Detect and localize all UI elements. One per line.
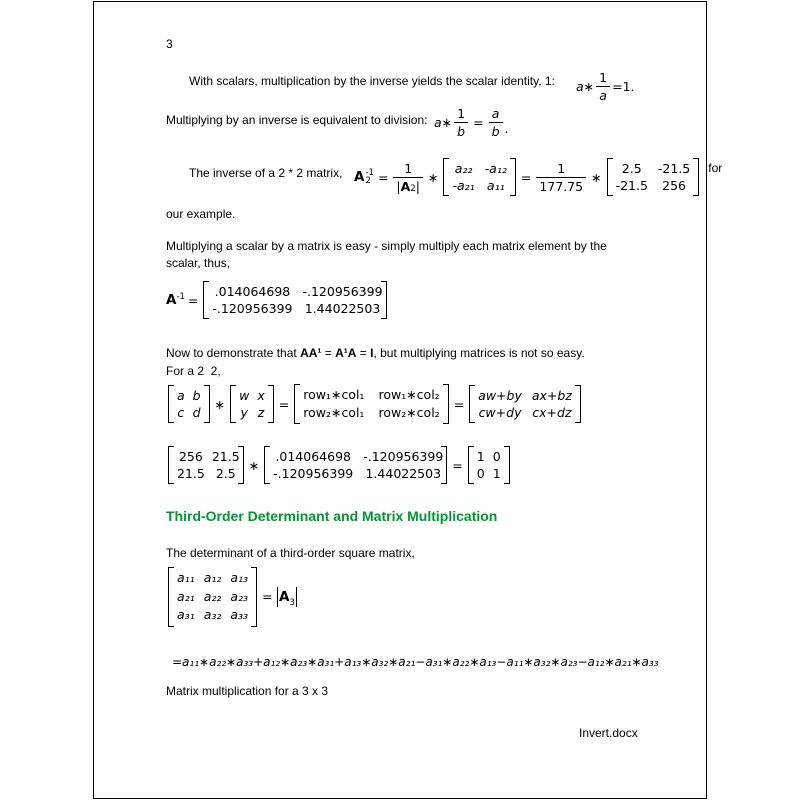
matrix-cell: 1.44022503 xyxy=(365,466,442,481)
paragraph-for-a-2x2: For a 2 2, xyxy=(166,364,221,378)
formula-symbolic-multiplication xyxy=(166,384,583,424)
equals-sign: = xyxy=(452,457,463,473)
fraction-denominator xyxy=(393,177,423,194)
right-bracket xyxy=(204,385,210,423)
matrix-a-inverse-values xyxy=(203,281,386,319)
matrix-cell: row₂∗col₁ xyxy=(303,405,365,420)
fraction-numerator: 1 xyxy=(599,70,608,85)
right-bracket xyxy=(251,567,257,627)
matrix-cell: a₁₁ xyxy=(177,570,195,585)
equals-sign: = xyxy=(262,589,273,605)
matrix-cell: -a₂₁ xyxy=(452,178,475,193)
matrix-cell: x xyxy=(257,388,265,403)
matrix-row-col-products xyxy=(294,384,448,424)
matrix-symbol-A: A xyxy=(279,588,290,605)
bar: | xyxy=(396,178,401,194)
matrix-cell: a₂₁ xyxy=(177,588,195,604)
matrix-cell: 2.5 xyxy=(215,466,236,481)
determinant-bar xyxy=(296,587,298,607)
matrix-cell: cx+dz xyxy=(532,405,572,420)
paragraph-demonstrate xyxy=(166,345,585,362)
paragraph-our-example: our example. xyxy=(166,207,236,221)
paragraph-scalars-text: With scalars, multiplication by the inverse yields the scalar identity, 1: xyxy=(189,74,555,88)
formula-determinant-expansion: =a₁₁∗a₂₂∗a₃₃+a₁₂∗a₂₃∗a₃₁+a₁₃∗a₃₂∗a₂₁−a₃₁∗a₂₂∗a₁₃−a₁₁∗a₃₂∗a₂₃−a₁₂∗a₂₁∗a₃₃ xyxy=(172,655,659,669)
matrix-cell: -21.5 xyxy=(615,178,648,193)
matrix-cell: 2.5 xyxy=(621,161,642,176)
right-bracket xyxy=(693,158,699,196)
matrix-cell: cw+dy xyxy=(478,405,522,420)
matrix-cell: 256 xyxy=(662,178,687,193)
matrix-symbol-A: A xyxy=(400,178,411,194)
formula-term: a∗ xyxy=(576,79,595,94)
matrix-abcd xyxy=(168,385,210,423)
paragraph-matrix-multiplication-3x3: Matrix multiplication for a 3 x 3 xyxy=(166,684,329,698)
formula-term: a∗ xyxy=(434,115,453,130)
matrix-wxyz xyxy=(230,385,274,423)
fraction-numerator: 1 xyxy=(457,106,466,121)
paragraph-scalar-multiply: Multiplying a scalar by a matrix is easy - simply multiply each matrix element by the scalar, thus, xyxy=(166,239,607,270)
paragraph-scalars xyxy=(166,73,555,90)
text-run: = xyxy=(356,346,371,360)
fraction xyxy=(454,106,468,139)
fraction xyxy=(489,106,503,139)
fraction-denominator: b xyxy=(489,122,503,139)
matrix-symbol-A: A xyxy=(354,169,365,185)
matrix-adjugate xyxy=(443,158,515,196)
equals-sign: = xyxy=(187,292,199,308)
multiply-operator: ∗ xyxy=(591,169,602,185)
matrix-cell: 21.5 xyxy=(177,466,205,481)
matrix-cell: a xyxy=(177,388,185,403)
matrix-cell: c xyxy=(177,405,185,420)
right-bracket xyxy=(510,158,516,196)
matrix-cell: row₁∗col₂ xyxy=(378,387,440,402)
fraction-denominator: b xyxy=(454,122,468,139)
matrix-cell: a₃₁ xyxy=(177,607,195,622)
matrix-cell: z xyxy=(257,405,265,420)
matrix-inverse-values xyxy=(607,158,700,196)
right-bracket xyxy=(268,385,274,423)
matrix-cell: a₂₂ xyxy=(454,161,473,176)
text-run-bold: I xyxy=(370,346,374,360)
matrix-cell: w xyxy=(239,388,250,403)
formula-inverse-2x2 xyxy=(354,158,722,196)
matrix-cell: a₁₂ xyxy=(203,570,222,585)
matrix-cell: a₃₂ xyxy=(203,607,222,622)
subscript: 2 xyxy=(410,184,416,194)
formula-third-order-determinant xyxy=(166,567,298,627)
multiply-operator: ∗ xyxy=(214,396,226,412)
fraction-numerator: 1 xyxy=(404,160,413,176)
matrix-symbolic-result xyxy=(469,385,581,423)
matrix-cell: 0 xyxy=(492,449,501,464)
section-heading: Third-Order Determinant and Matrix Multiplication xyxy=(166,508,498,524)
formula-scalar-identity xyxy=(576,70,635,103)
right-bracket xyxy=(238,446,244,484)
fraction-denominator: a xyxy=(596,86,610,103)
subscript: 2 xyxy=(365,176,371,186)
matrix-cell: a₂₃ xyxy=(230,588,249,604)
bar: | xyxy=(415,178,420,194)
text-run: , but multiplying matrices is not so easy. xyxy=(373,346,585,360)
formula-numeric-multiplication xyxy=(166,446,512,484)
matrix-cell: 256 xyxy=(178,449,203,464)
text-run: Now to demonstrate that xyxy=(166,346,301,360)
right-bracket xyxy=(575,385,581,423)
right-bracket xyxy=(504,446,510,484)
text-run: = xyxy=(321,346,336,360)
formula-division xyxy=(434,106,509,139)
paragraph-division: Multiplying by an inverse is equivalent to division: xyxy=(166,113,428,127)
matrix-cell: 1 xyxy=(476,449,485,464)
footer-filename: Invert.docx xyxy=(579,726,638,740)
matrix-cell: aw+by xyxy=(478,388,522,403)
page-border xyxy=(93,1,723,799)
equals-sign: = xyxy=(278,396,290,412)
determinant-bar xyxy=(277,587,279,607)
matrix-cell: a₂₂ xyxy=(203,588,222,604)
matrix-cell: a₁₃ xyxy=(230,570,249,585)
text-run-bold: AA¹ xyxy=(300,346,322,360)
multiply-operator: ∗ xyxy=(248,457,260,473)
fraction-denominator: 177.75 xyxy=(536,177,586,194)
fraction xyxy=(393,161,423,194)
matrix-cell: row₁∗col₁ xyxy=(303,387,365,402)
paragraph-inverse-tail: for xyxy=(708,161,723,175)
superscript: -1 xyxy=(176,292,185,302)
paragraph-inverse-lead: The inverse of a 2 * 2 matrix, xyxy=(189,166,343,180)
matrix-cell: d xyxy=(192,405,201,420)
equals-sign: = xyxy=(473,115,484,130)
matrix-cell: y xyxy=(240,405,248,420)
sub-sup-stack xyxy=(365,169,373,185)
matrix-cell: -.120956399 xyxy=(273,466,354,481)
base-with-sup xyxy=(166,292,185,308)
right-bracket xyxy=(441,446,447,484)
matrix-cell: -.120956399 xyxy=(302,284,383,299)
fraction xyxy=(596,70,610,103)
matrix-cell: 1 xyxy=(492,466,501,481)
equals-sign: = xyxy=(520,169,532,185)
matrix-original-values xyxy=(168,446,244,484)
matrix-cell: 0 xyxy=(476,466,485,481)
matrix-cell: 1.44022503 xyxy=(304,301,381,316)
formula-term: =1. xyxy=(612,79,635,94)
subscript: 3 xyxy=(289,597,295,608)
formula-a-inverse xyxy=(166,281,389,319)
superscript: -1 xyxy=(365,168,374,178)
right-bracket xyxy=(381,281,387,319)
matrix-symbol-A: A xyxy=(166,292,177,308)
matrix-cell: -21.5 xyxy=(657,161,691,176)
matrix-inverse-values xyxy=(264,446,447,484)
matrix-cell: .014064698 xyxy=(275,449,351,464)
matrix-cell: a₃₃ xyxy=(230,607,249,622)
fraction-numerator: a xyxy=(491,106,500,121)
matrix-cell: -.120956399 xyxy=(212,301,293,316)
equals-sign: = xyxy=(453,396,465,412)
matrix-cell: b xyxy=(192,388,201,403)
matrix-cell: .014064698 xyxy=(214,284,291,299)
matrix-cell: -a₁₂ xyxy=(484,161,507,176)
matrix-identity xyxy=(468,446,510,484)
fraction-numerator: 1 xyxy=(557,160,566,176)
matrix-cell: ax+bz xyxy=(531,388,572,403)
matrix-3x3 xyxy=(168,567,257,627)
fraction xyxy=(536,161,586,194)
matrix-cell: row₂∗col₂ xyxy=(378,405,440,420)
multiply-operator: ∗ xyxy=(427,169,439,185)
equals-sign: = xyxy=(377,169,389,185)
paragraph-determinant: The determinant of a third-order square matrix, xyxy=(166,546,415,560)
matrix-cell: 21.5 xyxy=(211,449,240,464)
right-bracket xyxy=(443,384,449,424)
text-run-bold: A¹A xyxy=(335,346,357,360)
base-with-sub xyxy=(279,588,295,608)
formula-term: . xyxy=(504,121,509,136)
matrix-cell: -.120956399 xyxy=(363,449,444,464)
matrix-cell: a₁₁ xyxy=(486,178,505,193)
page-number: 3 xyxy=(166,37,173,51)
